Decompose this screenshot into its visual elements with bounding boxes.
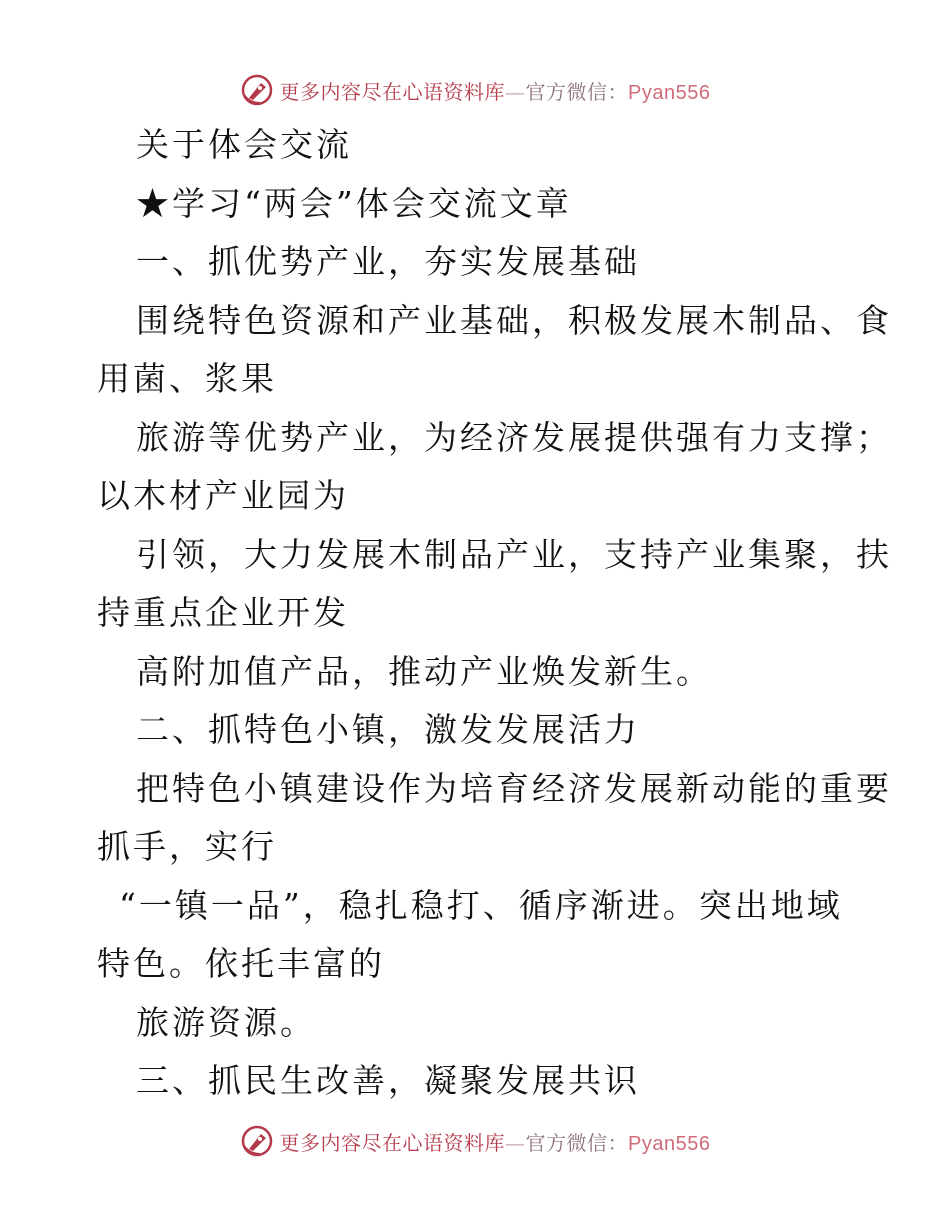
document-body	[97, 116, 892, 1111]
article-heading: ★学习“两会”体会交流文章	[136, 183, 572, 223]
document-title: 关于体会交流	[136, 125, 352, 164]
paragraph-line: 围绕特色资源和产业基础，积极发展木制品、食	[136, 300, 892, 340]
paragraph-line: 引领，大力发展木制品产业，支持产业集聚，扶	[136, 534, 892, 574]
watermark-text: 更多内容尽在心语资料库—官方微信：Pyan556	[279, 79, 711, 104]
footer-watermark	[0, 1121, 950, 1161]
pen-nib-logo-icon	[240, 1124, 274, 1158]
section-heading-1: 一、抓优势产业，夯实发展基础	[136, 242, 640, 281]
paragraph-line: 以木材产业园为	[97, 476, 349, 515]
paragraph-line: 特色。依托丰富的	[97, 944, 385, 983]
paragraph-line: 高附加值产品，推动产业焕发新生。	[136, 651, 712, 691]
paragraph-line: 抓手，实行	[97, 827, 277, 866]
paragraph-line: 旅游资源。	[136, 1002, 316, 1042]
paragraph-line: “一镇一品”，稳扎稳打、循序渐进。突出地域	[119, 885, 843, 925]
section-heading-3: 三、抓民生改善，凝聚发展共识	[136, 1061, 640, 1100]
paragraph-line: 用菌、浆果	[97, 359, 277, 398]
pen-nib-logo-icon	[240, 73, 274, 107]
paragraph-line: 持重点企业开发	[97, 593, 349, 632]
watermark-text: 更多内容尽在心语资料库—官方微信：Pyan556	[279, 1130, 711, 1155]
header-watermark	[0, 70, 950, 110]
section-heading-2: 二、抓特色小镇，激发发展活力	[136, 710, 640, 749]
paragraph-line: 把特色小镇建设作为培育经济发展新动能的重要	[136, 768, 892, 808]
paragraph-line: 旅游等优势产业，为经济发展提供强有力支撑；	[136, 417, 892, 457]
